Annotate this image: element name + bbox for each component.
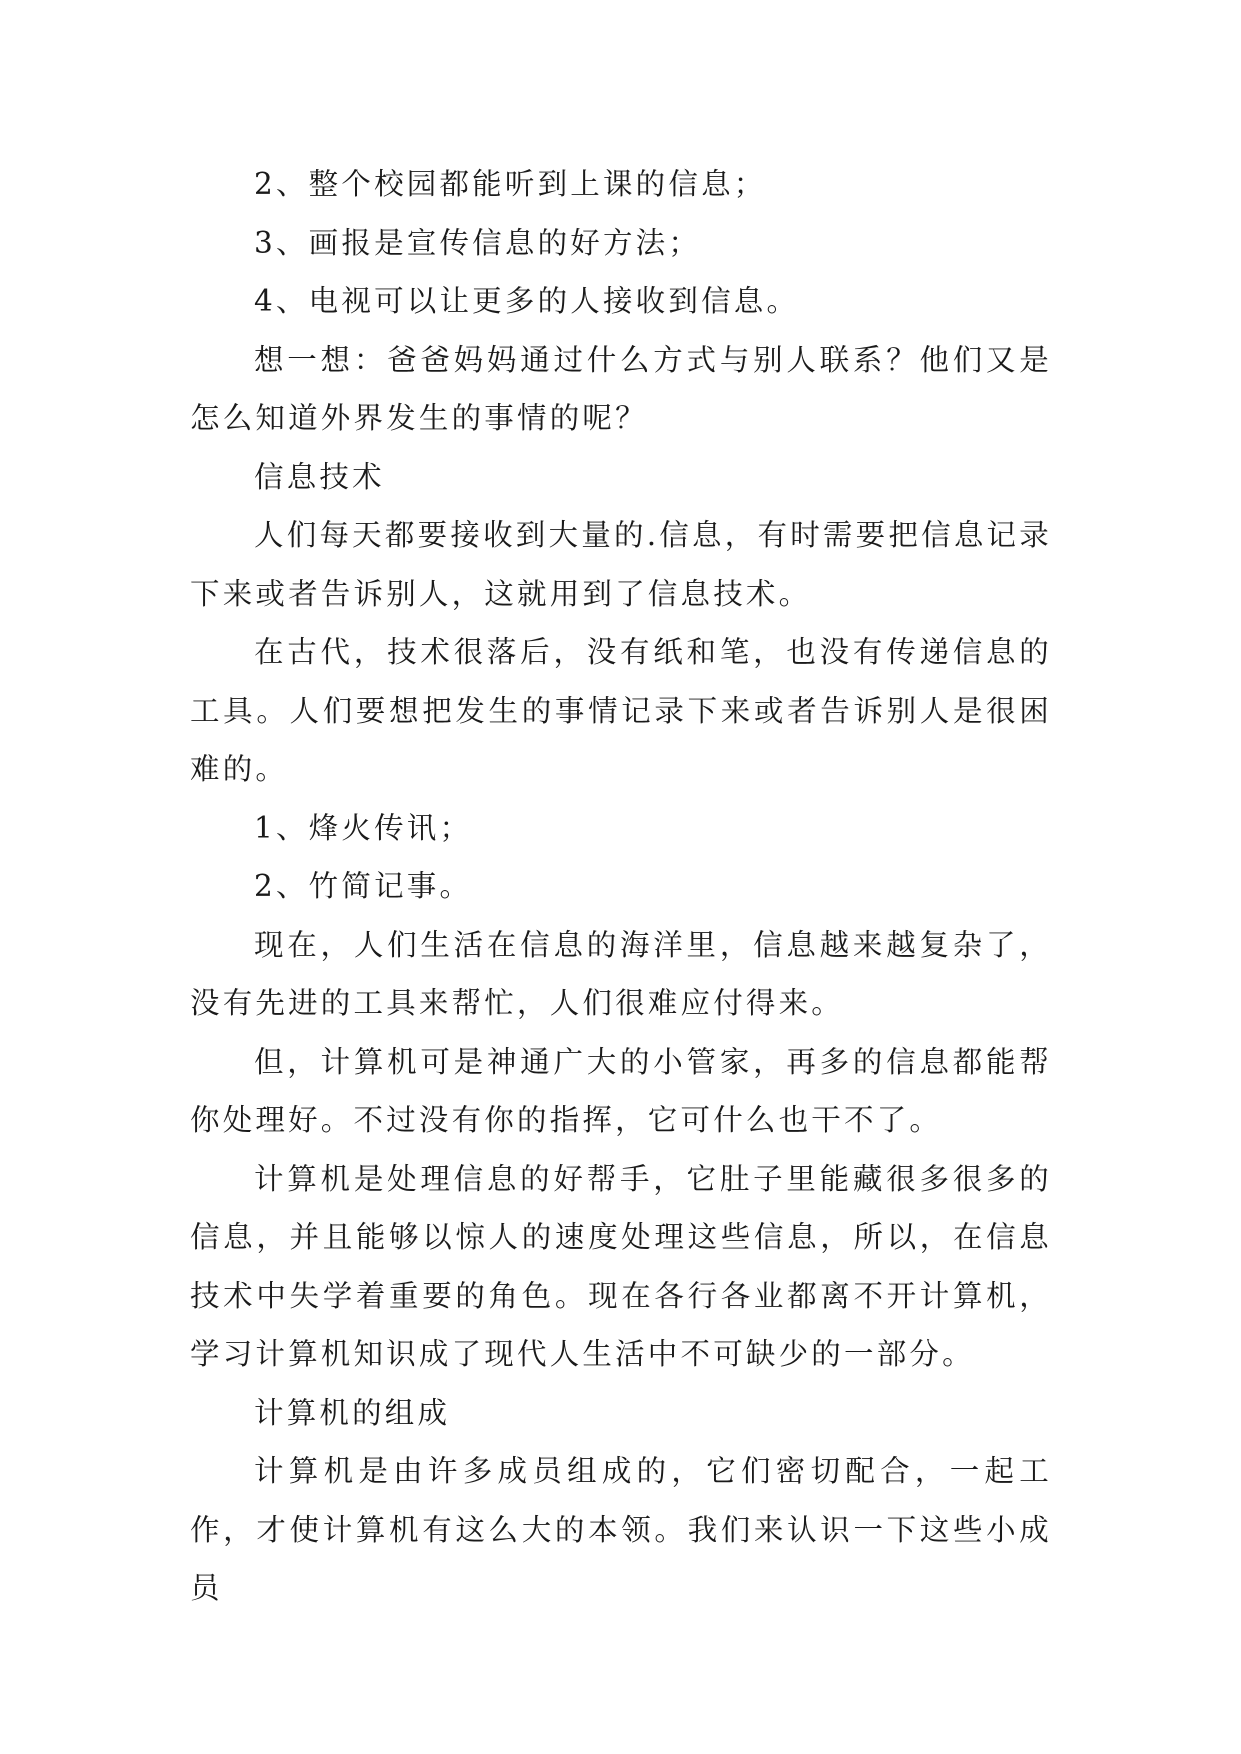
section-heading-computer-components: 计算机的组成: [254, 1395, 451, 1430]
paragraph-computer-helper: 计算机是处理信息的好帮手，它肚子里能藏很多很多的信息，并且能够以惊人的速度处理这些信息，所以，在信息技术中失学着重要的角色。现在各行各业都离不开计算机，学习计算机知识成了现代人生活中不可缺少的一部分。: [190, 1161, 1052, 1371]
section-heading-information-technology: 信息技术: [254, 459, 385, 494]
list-item-campus-bell: 2、整个校园都能听到上课的信息；: [254, 167, 767, 201]
list-item-poster: 3、画报是宣传信息的好方法；: [254, 225, 702, 260]
list-item-beacon-fire: 1、烽火传讯；: [254, 810, 473, 845]
paragraph-information-ocean: 现在，人们生活在信息的海洋里，信息越来越复杂了，没有先进的工具来帮忙，人们很难应付得来。: [190, 927, 1052, 1020]
paragraph-computer-housekeeper: 但，计算机可是神通广大的小管家，再多的信息都能帮你处理好。不过没有你的指挥，它可什么也干不了。: [190, 1044, 1052, 1137]
paragraph-computer-members: 计算机是由许多成员组成的，它们密切配合，一起工作，才使计算机有这么大的本领。我们来认识一下这些小成员: [190, 1454, 1052, 1605]
think-question-paragraph: 想一想：爸爸妈妈通过什么方式与别人联系？他们又是怎么知道外界发生的事情的呢？: [190, 342, 1052, 435]
list-item-bamboo-slips: 2、竹简记事。: [254, 869, 473, 903]
document-body: [190, 155, 1052, 1618]
paragraph-receive-information: 人们每天都要接收到大量的.信息，有时需要把信息记录下来或者告诉别人，这就用到了信息技术。: [190, 518, 1052, 611]
paragraph-ancient-times: 在古代，技术很落后，没有纸和笔，也没有传递信息的工具。人们要想把发生的事情记录下来或者告诉别人是很困难的。: [190, 635, 1052, 786]
list-item-television: 4、电视可以让更多的人接收到信息。: [254, 284, 800, 318]
